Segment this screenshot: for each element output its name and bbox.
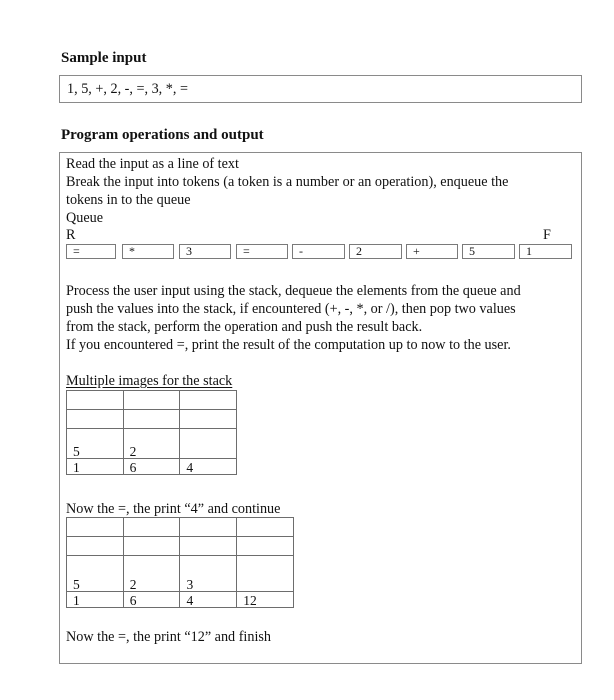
stack-cell: 3 <box>180 556 237 592</box>
table-row <box>67 429 237 459</box>
stack-note-2: Now the =, the print “12” and finish <box>66 629 272 645</box>
table-row <box>67 537 294 556</box>
stack-table-2 <box>66 517 294 608</box>
program-line-3: tokens in to the queue <box>66 192 191 208</box>
program-heading: Program operations and output <box>61 127 264 143</box>
queue-cell: 1 <box>519 244 572 259</box>
stack-cell: 5 <box>67 429 124 459</box>
stack-table-1 <box>66 390 237 475</box>
queue-label: Queue <box>66 210 104 226</box>
stack-cell <box>180 410 237 429</box>
stack-cell <box>180 429 237 459</box>
stack-cell: 1 <box>67 459 124 475</box>
process-line-3: from the stack, perform the operation and push the result back. <box>66 319 423 335</box>
queue-cell: + <box>406 244 458 259</box>
queue-cell: - <box>292 244 345 259</box>
stack-cell: 5 <box>67 556 124 592</box>
table-row <box>67 518 294 537</box>
stack-cell <box>123 410 180 429</box>
stack-cell <box>67 518 124 537</box>
stack-cell <box>237 537 294 556</box>
stack-cell <box>180 518 237 537</box>
stack-cell <box>180 537 237 556</box>
table-row <box>67 592 294 608</box>
queue-cell: 2 <box>349 244 402 259</box>
queue-front-label: F <box>543 227 551 243</box>
stack-cell: 2 <box>123 429 180 459</box>
stack-cell <box>67 410 124 429</box>
stack-cell <box>67 391 124 410</box>
process-line-4: If you encountered =, print the result of the computation up to now to the user. <box>66 337 511 353</box>
sample-input-text: 1, 5, +, 2, -, =, 3, *, = <box>67 81 188 97</box>
stack-cell: 1 <box>67 592 124 608</box>
stack-cell <box>123 518 180 537</box>
program-line-2: Break the input into tokens (a token is a number or an operation), enqueue the <box>66 174 509 190</box>
stack-cell: 6 <box>123 592 180 608</box>
sample-input-box <box>59 75 582 103</box>
stack-cell <box>123 391 180 410</box>
process-line-2: push the values into the stack, if encountered (+, -, *, or /), then pop two values <box>66 301 516 317</box>
stack-cell: 2 <box>123 556 180 592</box>
table-row <box>67 410 237 429</box>
queue-rear-label: R <box>66 227 76 243</box>
queue-cell: 5 <box>462 244 515 259</box>
queue-cell: 3 <box>179 244 231 259</box>
stack-cell <box>237 518 294 537</box>
stack-cell: 4 <box>180 459 237 475</box>
table-row <box>67 391 237 410</box>
table-row <box>67 459 237 475</box>
table-row <box>67 556 294 592</box>
stack-cell <box>123 537 180 556</box>
program-line-1: Read the input as a line of text <box>66 156 239 172</box>
stack-cell: 4 <box>180 592 237 608</box>
queue-cell: * <box>122 244 174 259</box>
stack-note-1: Now the =, the print “4” and continue <box>66 501 281 517</box>
stack-cell: 6 <box>123 459 180 475</box>
stack-cell <box>67 537 124 556</box>
queue-cell: = <box>236 244 288 259</box>
stack-cell <box>180 391 237 410</box>
queue-cell: = <box>66 244 116 259</box>
process-line-1: Process the user input using the stack, dequeue the elements from the queue and <box>66 283 521 299</box>
stack-heading: Multiple images for the stack <box>66 373 233 389</box>
stack-cell: 12 <box>237 592 294 608</box>
stack-cell <box>237 556 294 592</box>
sample-heading: Sample input <box>61 50 147 66</box>
